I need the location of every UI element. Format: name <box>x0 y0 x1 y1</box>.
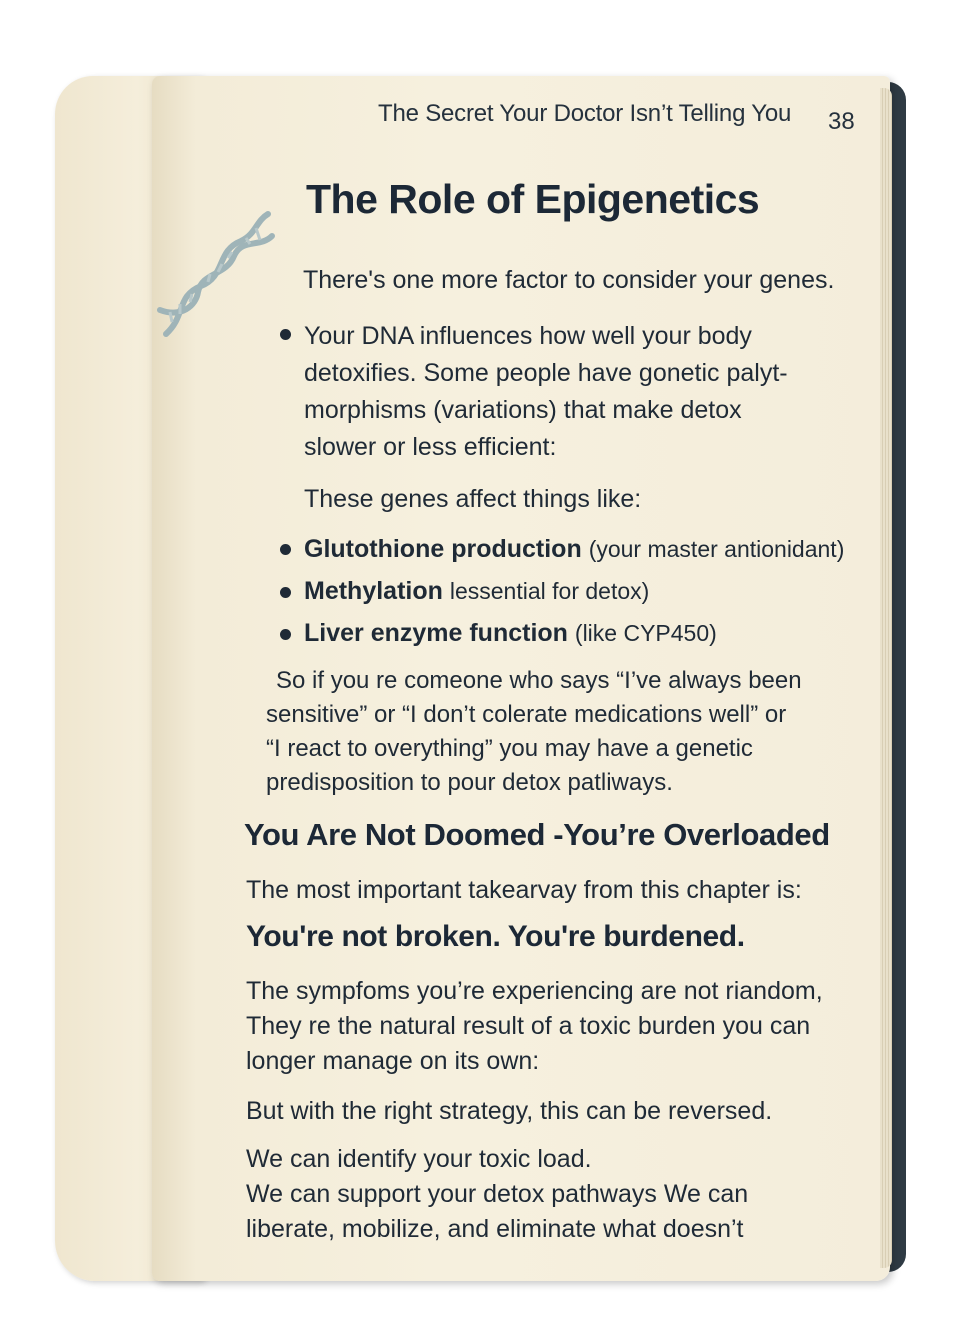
section-heading: You Are Not Doomed -You’re Overloaded <box>244 817 830 852</box>
dna-bullet-line: morphisms (variations) that make detox <box>304 396 742 424</box>
section-title: The Role of Epigenetics <box>306 176 760 222</box>
genes-intro: These genes affect things like: <box>304 485 642 513</box>
dna-bullet-line: slower or less efficient: <box>304 433 557 461</box>
callout: You're not broken. You're burdened. <box>246 920 745 953</box>
closing-line: We can identify your toxic load. <box>246 1145 592 1173</box>
sensitive-line: “I react to overything” you may have a genetic <box>266 735 753 762</box>
gene-item-note: (your master antionidant) <box>588 536 845 562</box>
sensitive-line: So if you re comeone who says “I’ve always been <box>276 667 802 694</box>
gene-item <box>304 573 649 610</box>
symptoms-line: longer manage on its own: <box>246 1047 540 1075</box>
closing-line: We can support your detox pathways We can <box>246 1180 749 1208</box>
bullet-dot <box>280 329 291 340</box>
reversed-line: But with the right strategy, this can be reversed. <box>246 1097 773 1125</box>
gene-item-name: Glutothione production <box>304 535 582 563</box>
bullet-dot <box>280 587 291 598</box>
sensitive-line: predisposition to pour detox patliways. <box>266 769 673 796</box>
gene-item-name: Liver enzyme function <box>304 619 568 647</box>
symptoms-line: They re the natural result of a toxic burden you can <box>246 1012 811 1040</box>
gene-item-name: Methylation <box>304 577 443 605</box>
intro-paragraph: There's one more factor to consider your genes. <box>303 266 835 294</box>
dna-bullet-line: Your DNA influences how well your body <box>304 322 752 350</box>
running-header: The Secret Your Doctor Isn’t Telling You <box>378 100 792 127</box>
dna-helix-icon <box>156 206 276 346</box>
symptoms-line: The sympfoms you’re experiencing are not riandom, <box>246 977 823 1005</box>
gene-item-note: (like CYP450) <box>574 620 717 646</box>
gene-item-note: lessential for detox) <box>449 578 650 604</box>
page-number: 38 <box>828 108 855 135</box>
sensitive-line: sensitive” or “I don’t colerate medications well” or <box>266 701 787 728</box>
closing-line: liberate, mobilize, and eliminate what doesn’t <box>246 1215 744 1243</box>
bullet-dot <box>280 544 291 555</box>
takeaway-intro: The most important takearvay from this chapter is: <box>246 876 802 904</box>
bullet-dot <box>280 629 291 640</box>
gene-item <box>304 615 717 652</box>
dna-bullet-line: detoxifies. Some people have gonetic palyt- <box>304 359 788 387</box>
gene-item <box>304 531 844 568</box>
